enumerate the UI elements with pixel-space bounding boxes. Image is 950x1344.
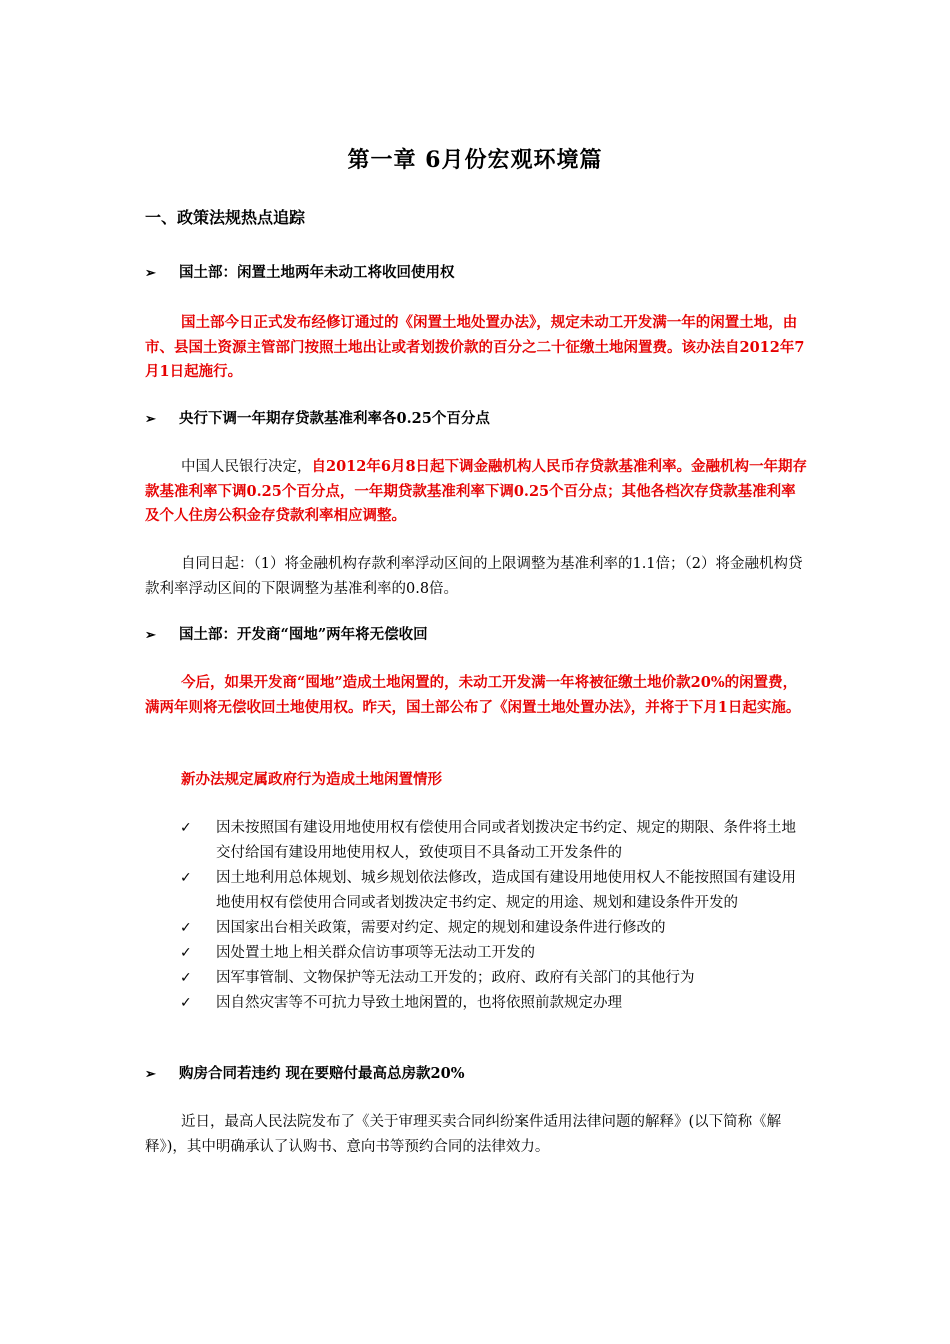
heading-text: 购房合同若违约 现在要赔付最高总房款20% bbox=[179, 1065, 465, 1082]
news-paragraph-3: 今后，如果开发商“囤地”造成土地闲置的，未动工开发满一年将被征缴土地价款20%的闲置费，满两年则将无偿收回土地使用权。昨天，国土部公布了《闲置土地处置办法》，并将于下月1日起实施。 bbox=[145, 674, 801, 716]
check-icon: ✓ bbox=[180, 920, 192, 936]
list-item: ✓ 因自然灾害等不可抗力导致土地闲置的，也将依照前款规定办理 bbox=[180, 991, 810, 1016]
arrow-bullet-icon: ➢ bbox=[145, 412, 156, 427]
news-paragraph-1: 国土部今日正式发布经修订通过的《闲置土地处置办法》，规定未动工开发满一年的闲置土地，由市、县国土资源主管部门按照土地出让或者划拨价款的百分之二十征缴土地闲置费。该办法自2012年7月1日起施行。 bbox=[145, 314, 805, 380]
news-heading-3 bbox=[145, 624, 428, 647]
news-paragraph-2 bbox=[145, 455, 809, 529]
check-icon: ✓ bbox=[180, 870, 192, 886]
list-item: ✓ 因军事管制、文物保护等无法动工开发的；政府、政府有关部门的其他行为 bbox=[180, 966, 810, 991]
list-item: ✓ 因处置土地上相关群众信访事项等无法动工开发的 bbox=[180, 941, 810, 966]
news-paragraph-4: 近日，最高人民法院发布了《关于审理买卖合同纠纷案件适用法律问题的解释》(以下简称《解释》)，其中明确承认了认购书、意向书等预约合同的法律效力。 bbox=[145, 1114, 782, 1155]
paragraph-highlight: 自2012年6月8日起下调金融机构人民币存贷款基准利率。金融机构一年期存款基准利率下调0.25个百分点，一年期贷款基准利率下调0.25个百分点；其他各档次存贷款基准利率及个人住房公积金存贷款利率相应调整。 bbox=[145, 458, 808, 524]
subheading: 新办法规定属政府行为造成土地闲置情形 bbox=[181, 771, 442, 788]
checklist bbox=[180, 816, 810, 1016]
section-title: 一、政策法规热点追踪 bbox=[145, 208, 306, 227]
news-heading-1 bbox=[145, 262, 455, 285]
chapter-title: 第一章 6月份宏观环境篇 bbox=[347, 147, 603, 173]
arrow-bullet-icon: ➢ bbox=[145, 266, 156, 281]
heading-text: 国土部：闲置土地两年未动工将收回使用权 bbox=[179, 264, 455, 281]
check-icon: ✓ bbox=[180, 995, 192, 1011]
paragraph-lead: 中国人民银行决定， bbox=[181, 459, 312, 475]
arrow-bullet-icon: ➢ bbox=[145, 628, 156, 643]
news-heading-2 bbox=[145, 408, 490, 431]
check-icon: ✓ bbox=[180, 945, 192, 961]
list-item: ✓ 因未按照国有建设用地使用权有偿使用合同或者划拨决定书约定、规定的期限、条件将土地交付给国有建设用地使用权人，致使项目不具备动工开发条件的 bbox=[180, 816, 810, 866]
check-icon: ✓ bbox=[180, 970, 192, 986]
arrow-bullet-icon: ➢ bbox=[145, 1067, 156, 1082]
heading-text: 央行下调一年期存贷款基准利率各0.25个百分点 bbox=[179, 410, 490, 427]
news-paragraph-2b: 自同日起：（1）将金融机构存款利率浮动区间的上限调整为基准利率的1.1倍；（2）将金融机构贷款利率浮动区间的下限调整为基准利率的0.8倍。 bbox=[145, 556, 803, 597]
list-item: ✓ 因国家出台相关政策，需要对约定、规定的规划和建设条件进行修改的 bbox=[180, 916, 810, 941]
check-icon: ✓ bbox=[180, 820, 192, 836]
heading-text: 国土部：开发商“囤地”两年将无偿收回 bbox=[179, 626, 428, 643]
news-heading-4 bbox=[145, 1063, 465, 1086]
list-item: ✓ 因土地利用总体规划、城乡规划依法修改，造成国有建设用地使用权人不能按照国有建设用地使用权有偿使用合同或者划拨决定书约定、规定的用途、规划和建设条件开发的 bbox=[180, 866, 810, 916]
